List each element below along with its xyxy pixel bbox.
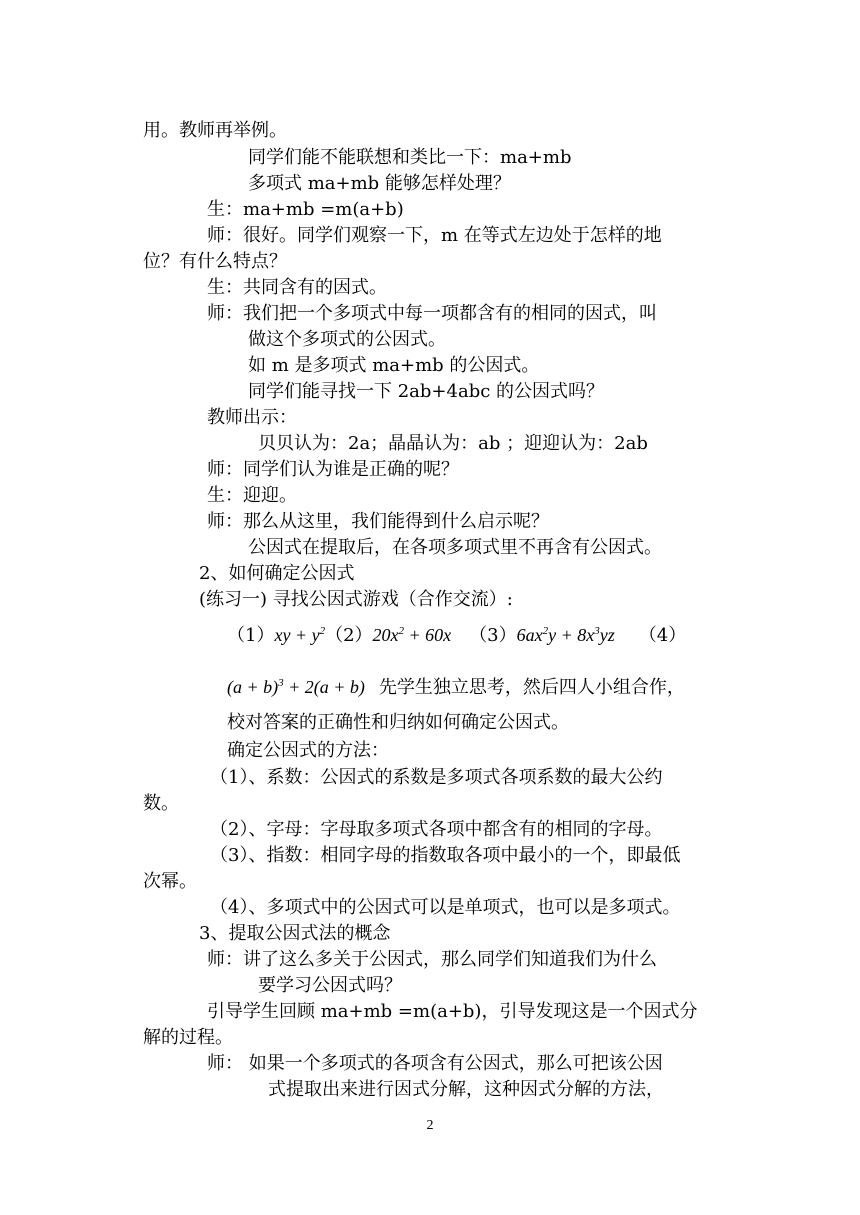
item-label: （1） [227, 625, 275, 646]
text-line: （4）、多项式中的公因式可以是单项式，也可以是多项式。 [210, 897, 681, 918]
text-line: 数。 [143, 793, 179, 814]
expression-1: xy + $y^2$ [274, 625, 326, 645]
expression-2: $20x^2 + 60x$ [372, 625, 452, 645]
text-line: 师：同学们认为谁是正确的呢？ [207, 459, 459, 480]
text-line: 贝贝认为：2a；晶晶认为：ab ；迎迎认为：2ab [258, 433, 648, 454]
text-line: （1）、系数：公因式的系数是多项式各项系数的最大公约 [210, 767, 663, 788]
text-line: 师：那么从这里，我们能得到什么启示呢？ [207, 511, 549, 532]
text-line: 同学们能不能联想和类比一下：ma+mb [248, 147, 572, 168]
text-line: 多项式 ma+mb 能够怎样处理？ [248, 173, 511, 194]
section-heading: 2、如何确定公因式 [199, 563, 355, 584]
text-line: 要学习公因式吗？ [258, 975, 402, 996]
expression-3: $6ax^2y + 8x^3yz$ [516, 625, 615, 645]
text-line: 教师出示： [207, 407, 297, 428]
text-line: 式提取出来进行因式分解，这种因式分解的方法， [268, 1079, 664, 1100]
text-line: 用。教师再举例。 [143, 120, 287, 141]
text-line: 生：迎迎。 [207, 485, 297, 506]
text-line: 同学们能寻找一下 2ab+4abc 的公因式吗？ [248, 381, 605, 402]
item-label: （4） [638, 625, 687, 646]
section-heading: 3、提取公因式法的概念 [199, 923, 391, 944]
text-line: （2）、字母：字母取多项式各项中都含有的相同的字母。 [210, 819, 663, 840]
text-line: 先学生独立思考，然后四人小组合作， [378, 677, 685, 698]
text-line: 校对答案的正确性和归纳如何确定公因式。 [227, 712, 569, 733]
expression-4: $(a + b)^3 + 2(a + b)$ [227, 677, 365, 697]
item-label: （2） [325, 625, 373, 646]
text-line: (练习一) 寻找公因式游戏（合作交流）: [199, 589, 513, 610]
text-line: 如 m 是多项式 ma+mb 的公因式。 [248, 355, 540, 376]
text-line: 生：共同含有的因式。 [207, 277, 387, 298]
page-number: 2 [426, 1118, 434, 1133]
exercise-line-4 [227, 674, 685, 700]
text-line: 生：ma+mb =m(a+b) [207, 199, 404, 220]
text-line: （3）、指数：相同字母的指数取各项中最小的一个，即最低 [210, 845, 681, 866]
text-line: 师： 如果一个多项式的各项含有公因式，那么可把该公因 [207, 1053, 663, 1074]
text-line: 位？有什么特点？ [143, 251, 287, 272]
text-line: 做这个多项式的公因式。 [248, 329, 446, 350]
text-line: 师：我们把一个多项式中每一项都含有的相同的因式，叫 [207, 303, 657, 324]
text-line: 确定公因式的方法： [227, 740, 389, 761]
text-line: 解的过程。 [143, 1027, 233, 1048]
text-line: 师：讲了这么多关于公因式，那么同学们知道我们为什么 [207, 949, 657, 970]
text-line: 公因式在提取后，在各项多项式里不再含有公因式。 [248, 537, 662, 558]
text-line: 次幂。 [143, 871, 197, 892]
text-line: 师：很好。同学们观察一下，m 在等式左边处于怎样的地 [207, 225, 662, 246]
exercise-expressions [227, 622, 686, 648]
item-label: （3） [469, 625, 517, 646]
text-line: 引导学生回顾 ma+mb =m(a+b)，引导发现这是一个因式分 [207, 1001, 698, 1022]
